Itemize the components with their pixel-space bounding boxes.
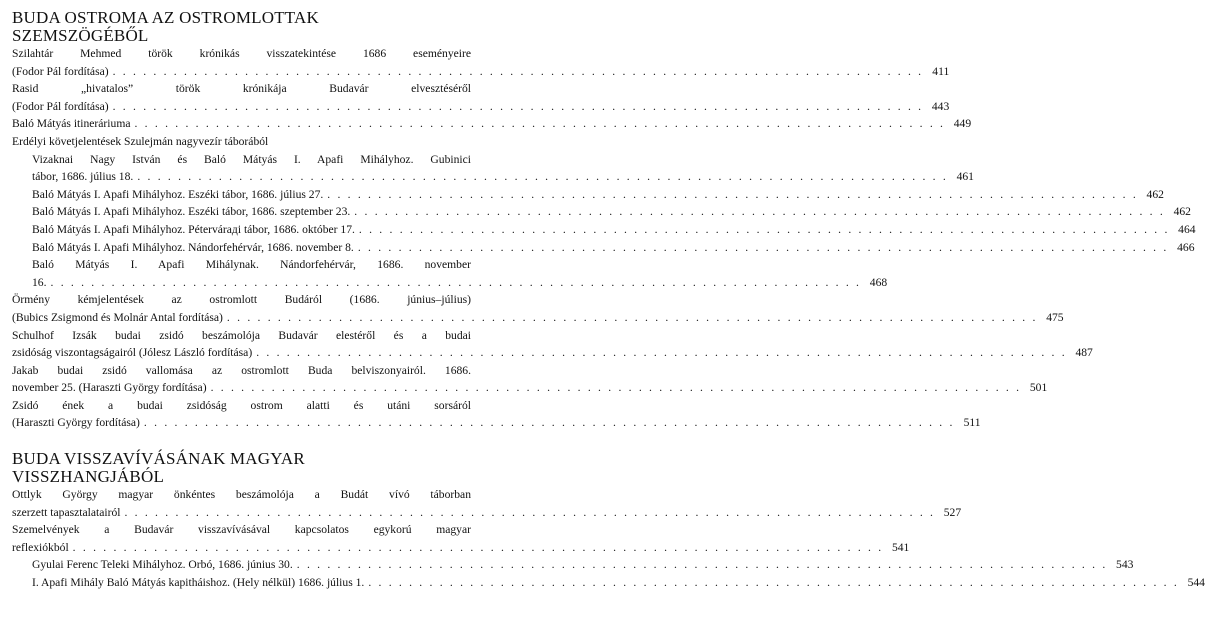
page-number: 449	[953, 117, 972, 131]
page-number: 543	[1116, 558, 1134, 572]
page-number: 411	[932, 64, 950, 78]
toc-entry-text: november 25. (Haraszti György fordítása)	[12, 381, 207, 395]
toc-entry	[12, 80, 950, 115]
toc-entry-last-line	[32, 574, 1205, 592]
section-heading-line: BUDA OSTROMA AZ OSTROMLOTTAK	[12, 8, 319, 27]
toc-entry	[12, 291, 1064, 326]
page-number: 464	[1178, 222, 1196, 236]
toc-entry	[12, 221, 1196, 239]
section-heading	[12, 450, 471, 486]
toc-entry-text: Baló Mátyás itineráriuma	[12, 117, 131, 131]
toc-entry-line: Vizaknai Nagy István és Baló Mátyás I. Apafi Mihályhoz. Gubinici	[32, 152, 471, 166]
leader-dots: . . . . . . . . . . . . . . . . . . . . . . . . . . . . . . . . . . . . . . . . . . . . . . . . . . . . . . . . . . . . . . . . . . . . . . . . . . . . . . . .	[357, 240, 1169, 254]
toc-entry-text: tábor, 1686. július 18.	[32, 170, 134, 184]
toc-entry-last-line	[32, 186, 1164, 204]
section-heading-line: VISSZHANGJÁBÓL	[12, 467, 165, 487]
toc-entry-line: Szemelvények a Budavár visszavívásával kapcsolatos egykorú magyar	[12, 523, 471, 537]
page-number: 544	[1187, 576, 1205, 590]
toc-entry	[12, 45, 950, 80]
toc-entry-last-line	[32, 556, 1134, 574]
toc-entry	[12, 397, 981, 432]
page-number: 443	[931, 99, 950, 113]
toc-entry-last-line	[12, 344, 1093, 362]
section-heading-line: SZEMSZÖGÉBŐL	[12, 26, 149, 45]
leader-dots: . . . . . . . . . . . . . . . . . . . . . . . . . . . . . . . . . . . . . . . . . . . . . . . . . . . . . . . . . . . . . . . . . . . . . . . . . . . . . . . .	[50, 275, 862, 289]
toc-entry-last-line	[12, 98, 950, 116]
leader-dots: . . . . . . . . . . . . . . . . . . . . . . . . . . . . . . . . . . . . . . . . . . . . . . . . . . . . . . . . . . . . . . . . . . . . . . . . . . . . . . . .	[134, 117, 946, 131]
toc-entry-line: Baló Mátyás I. Apafi Mihálynak. Nándorfehérvár, 1686. november	[32, 258, 471, 272]
toc-entry-line: Ottlyk György magyar önkéntes beszámolója a Budát vívó táborban	[12, 488, 471, 502]
toc-entry-last-line	[12, 133, 471, 151]
toc-entry	[12, 574, 1205, 592]
toc-entry	[12, 327, 1093, 362]
leader-dots: . . . . . . . . . . . . . . . . . . . . . . . . . . . . . . . . . . . . . . . . . . . . . . . . . . . . . . . . . . . . . . . . . . . . . . . . . . . . . . . .	[256, 346, 1067, 360]
page-number: 461	[956, 170, 974, 184]
toc-entry-text: Gyulai Ferenc Teleki Mihályhoz. Orbó, 1686. június 30.	[32, 558, 293, 572]
leader-dots: . . . . . . . . . . . . . . . . . . . . . . . . . . . . . . . . . . . . . . . . . . . . . . . . . . . . . . . . . . . . . . . . . . . . . . . . . . . . . . . .	[358, 222, 1170, 236]
toc-entry	[12, 203, 1191, 221]
toc-entry-line: Jakab budai zsidó vallomása az ostromlott Buda belviszonyairól. 1686.	[12, 363, 471, 377]
toc-entry-last-line	[32, 203, 1191, 221]
toc-entry	[12, 256, 888, 291]
toc-entry-last-line	[12, 414, 981, 432]
leader-dots: . . . . . . . . . . . . . . . . . . . . . . . . . . . . . . . . . . . . . . . . . . . . . . . . . . . . . . . . . . . . . . . . . . . . . . . . . . . . . . . .	[137, 170, 948, 184]
toc-entry-last-line	[12, 115, 972, 133]
toc-entry	[12, 362, 1048, 397]
toc-entry-text: (Bubics Zsigmond és Molnár Antal fordítása)	[12, 310, 223, 324]
page-number: 501	[1029, 381, 1048, 395]
page-number: 462	[1146, 187, 1164, 201]
toc-entry-last-line	[12, 539, 910, 557]
toc-entry-text: Baló Mátyás I. Apafi Mihályhoz. Eszéki tábor, 1686. július 27.	[32, 187, 324, 201]
page-number: 487	[1075, 346, 1093, 360]
leader-dots: . . . . . . . . . . . . . . . . . . . . . . . . . . . . . . . . . . . . . . . . . . . . . . . . . . . . . . . . . . . . . . . . . . . . . . . . . . . . . . . .	[143, 416, 955, 430]
toc-entry-line: Szilahtár Mehmed török krónikás visszatekintése 1686 eseményeire	[12, 47, 471, 60]
leader-dots: . . . . . . . . . . . . . . . . . . . . . . . . . . . . . . . . . . . . . . . . . . . . . . . . . . . . . . . . . . . . . . . . . . . . . . . . . . . . . . . .	[210, 381, 1022, 395]
leader-dots: . . . . . . . . . . . . . . . . . . . . . . . . . . . . . . . . . . . . . . . . . . . . . . . . . . . . . . . . . . . . . . . . . . . . . . . . . . . . . . . .	[327, 187, 1138, 201]
toc-entry-text: szerzett tapasztalatairól	[12, 505, 121, 519]
toc-entry-text: Baló Mátyás I. Apafi Mihályhoz. Nándorfehérvár, 1686. november 8.	[32, 240, 354, 254]
toc-entry-text: 16.	[32, 275, 47, 289]
toc-entry-last-line	[12, 379, 1048, 397]
page-number: 511	[963, 416, 981, 430]
toc-entry-line: Schulhof Izsák budai zsidó beszámolója Budavár elestéről és a budai	[12, 328, 471, 342]
leader-dots: . . . . . . . . . . . . . . . . . . . . . . . . . . . . . . . . . . . . . . . . . . . . . . . . . . . . . . . . . . . . . . . . . . . . . . . . . . . . . . . .	[296, 558, 1108, 572]
page-number: 462	[1173, 205, 1191, 219]
leader-dots: . . . . . . . . . . . . . . . . . . . . . . . . . . . . . . . . . . . . . . . . . . . . . . . . . . . . . . . . . . . . . . . . . . . . . . . . . . . . . . . .	[368, 576, 1179, 590]
page-number: 466	[1177, 240, 1195, 254]
leader-dots: . . . . . . . . . . . . . . . . . . . . . . . . . . . . . . . . . . . . . . . . . . . . . . . . . . . . . . . . . . . . . . . . . . . . . . . . . . . . . . . .	[226, 310, 1038, 324]
toc-entry-text: zsidóság viszontagságairól (Jólesz László fordítása)	[12, 346, 253, 360]
leader-dots: . . . . . . . . . . . . . . . . . . . . . . . . . . . . . . . . . . . . . . . . . . . . . . . . . . . . . . . . . . . . . . . . . . . . . . . . . . . . . . . .	[124, 505, 936, 519]
toc-entry-text: I. Apafi Mihály Baló Mátyás kapitháishoz. (Hely nélkül) 1686. július 1.	[32, 576, 365, 590]
toc-entry	[12, 239, 1195, 257]
toc-entry	[12, 521, 910, 556]
page-number: 475	[1046, 310, 1064, 324]
page-number: 468	[869, 275, 888, 289]
toc-entry	[12, 133, 471, 151]
toc-entry-last-line	[32, 168, 974, 186]
toc-entry-line: Örmény kémjelentések az ostromlott Budáról (1686. június–július)	[12, 293, 471, 307]
toc-entry-text: Baló Mátyás I. Apafi Mihályhoz. Eszéki tábor, 1686. szeptember 23.	[32, 205, 351, 219]
page-number: 527	[943, 505, 962, 519]
toc-entry-last-line	[12, 309, 1064, 327]
toc-entry-last-line	[12, 63, 950, 81]
toc-entry	[12, 486, 962, 521]
toc-entry-text: Erdélyi követjelentések Szulejmán nagyvezír táborából	[12, 134, 269, 148]
toc-entry-text: Baló Mátyás I. Apafi Mihályhoz. Pétervárадi tábor, 1686. október 17.	[32, 222, 355, 236]
toc-entry	[12, 556, 1134, 574]
toc-entry-text: (Fodor Pál fordítása)	[12, 64, 109, 78]
toc-entry-text: (Fodor Pál fordítása)	[12, 99, 109, 113]
toc-entry-line: Rasid „hivatalos” török krónikája Budavár elvesztéséről	[12, 82, 471, 96]
leader-dots: . . . . . . . . . . . . . . . . . . . . . . . . . . . . . . . . . . . . . . . . . . . . . . . . . . . . . . . . . . . . . . . . . . . . . . . . . . . . . . . .	[354, 205, 1165, 219]
toc-entry	[12, 151, 974, 186]
toc-entry-last-line	[32, 274, 888, 292]
leader-dots: . . . . . . . . . . . . . . . . . . . . . . . . . . . . . . . . . . . . . . . . . . . . . . . . . . . . . . . . . . . . . . . . . . . . . . . . . . . . . . . .	[112, 64, 924, 78]
toc-entry-last-line	[32, 221, 1196, 239]
toc-entry	[12, 186, 1164, 204]
toc-entry-text: (Haraszti György fordítása)	[12, 416, 140, 430]
section-heading-line: BUDA VISSZAVÍVÁSÁNAK MAGYAR	[12, 449, 305, 469]
toc-entry-line: Zsidó ének a budai zsidóság ostrom alatti és utáni sorsáról	[12, 398, 471, 412]
leader-dots: . . . . . . . . . . . . . . . . . . . . . . . . . . . . . . . . . . . . . . . . . . . . . . . . . . . . . . . . . . . . . . . . . . . . . . . . . . . . . . . .	[72, 540, 884, 554]
toc-entry-last-line	[32, 239, 1195, 257]
toc-entry	[12, 115, 972, 133]
leader-dots: . . . . . . . . . . . . . . . . . . . . . . . . . . . . . . . . . . . . . . . . . . . . . . . . . . . . . . . . . . . . . . . . . . . . . . . . . . . . . . . .	[112, 99, 924, 113]
section-heading	[12, 9, 471, 45]
page-number: 541	[891, 540, 910, 554]
toc-entry-last-line	[12, 504, 962, 522]
toc-entry-text: reflexiókból	[12, 540, 69, 554]
